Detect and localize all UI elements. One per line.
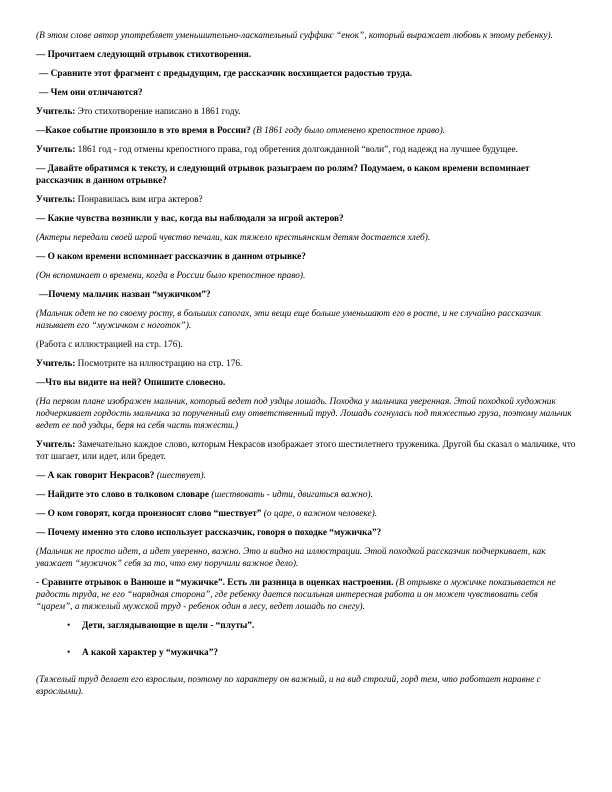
teacher-text: Понравилась вам игра актеров? [75, 195, 203, 205]
teacher-text: 1861 год - год отмены крепостного права, год обретения долгожданной “воли”, год надежд на лучшее будущее. [75, 145, 518, 155]
teacher-text: Посмотрите на иллюстрацию на стр. 176. [75, 359, 243, 369]
teacher-line [36, 194, 576, 206]
answer-text: (о царе, о важном человеке). [261, 509, 378, 519]
bullet-icon: • [67, 621, 71, 631]
teacher-label: Учитель: [36, 107, 76, 117]
text-question: —Почему мальчик назван “мужичком”? [39, 290, 211, 300]
question-text: - Сравните отрывок о Ванюше и “мужичке”. Есть ли разница в оценках настроения. [36, 578, 394, 588]
teacher-label: Учитель: [36, 359, 76, 369]
text-question: —Что вы видите на ней? Опишите словесно. [36, 378, 226, 388]
text-question: — О каком времени вспоминает рассказчик в данном отрывке? [36, 252, 306, 262]
question-text: —Какое событие произошло в это время в России? [36, 126, 251, 136]
list-item-text: Дети, заглядывающие в щели - “плуты”. [82, 621, 255, 631]
bullet-list [36, 620, 576, 659]
teacher-line [36, 358, 576, 370]
teacher-line [36, 144, 576, 156]
text-question: — Какие чувства возникли у вас, когда вы наблюдали за игрой актеров? [36, 214, 344, 224]
teacher-label: Учитель: [36, 440, 76, 450]
text-italic-note: (Мальчик одет не по своему росту, в больших сапогах, эти вещи еще больше уменьшают его в росте, и не случайно рассказчик называет его “мужичком с ноготок”). [36, 309, 542, 331]
teacher-line [36, 439, 576, 463]
question-answer [36, 470, 576, 482]
teacher-line [36, 106, 576, 118]
question-answer [36, 125, 576, 137]
question-answer [36, 508, 576, 520]
answer-text: (В 1861 году было отменено крепостное право). [250, 126, 445, 136]
text-italic-note: (Тяжелый труд делает его взрослым, поэтому по характеру он важный, и на вид строгий, горд тем, что работает наравне с взрослыми). [36, 675, 541, 697]
list-item [36, 647, 576, 659]
answer-text: (В отрывке о мужичке показывается не радость труда, не его “нарядная сторона”, где ребенку дается посильная интересная работа и он может чувствовать себя “царем”, а тяжелый мужской труд - ребенок один в лесу, ведет лошадь по снегу). [36, 578, 556, 612]
text-question: — Сравните этот фрагмент с предыдущим, где рассказчик восхищается радостью труда. [39, 69, 413, 79]
text-italic-note: (Мальчик не просто идет, а идет уверенно, важно. Это и видно на иллюстрации. Этой походкой рассказчик подчеркивает, как уважает “мужичок” себя за то, что ему поручили важное дело). [36, 547, 546, 569]
question-text: — О ком говорят, когда произносят слово “шествует” [36, 509, 262, 519]
text-question: — Давайте обратимся к тексту, и следующий отрывок разыграем по ролям? Подумаем, о каком времени вспоминает рассказчик в данном отрывке? [36, 164, 530, 186]
text-italic-note: (Актеры передали своей игрой чувство печали, как тяжело крестьянским детям достается хлеб). [36, 233, 431, 243]
text-italic-note: (В этом слове автор употребляет уменьшительно-ласкательный суффикс “енок”, который выражает любовь к этому ребенку). [36, 31, 553, 41]
document-page [36, 30, 576, 705]
teacher-label: Учитель: [36, 195, 76, 205]
question-answer [36, 577, 576, 613]
teacher-text: Замечательно каждое слово, которым Некрасов изображает этого шестилетнего труженика. Другой бы сказал о мальчике, что тот шагает, или идет, или бредет. [36, 440, 576, 462]
text-question: — Прочитаем следующий отрывок стихотворения. [36, 50, 252, 60]
text-plain: (Работа с иллюстрацией на стр. 176). [36, 340, 183, 350]
answer-text: (шествовать - идти, двигаться важно). [209, 490, 373, 500]
teacher-label: Учитель: [36, 145, 76, 155]
question-answer [36, 489, 576, 501]
list-item-text: А какой характер у “мужичка”? [82, 648, 218, 658]
list-item [36, 620, 576, 632]
question-text: — Найдите это слово в толковом словаре [36, 490, 210, 500]
bullet-icon: • [67, 648, 71, 658]
teacher-text: Это стихотворение написано в 1861 году. [75, 107, 241, 117]
text-question: — Почему именно это слово использует рассказчик, говоря о походке “мужичка”? [36, 528, 382, 538]
question-text: — А как говорит Некрасов? [36, 471, 155, 481]
text-italic-note: (На первом плане изображен мальчик, который ведет под уздцы лошадь. Походка у мальчика уверенная. Этой походкой художник подчеркивает гордость мальчика за порученный ему ответственный труд. Лошадь согнулась под тяжестью груза, поэтому мальчик ведет ее под уздцы, беря на себя часть тяжести.) [36, 397, 572, 431]
answer-text: (шествует). [154, 471, 206, 481]
text-question: — Чем они отличаются? [39, 88, 143, 98]
text-italic-note: (Он вспоминает о времени, когда в России было крепостное право). [36, 271, 306, 281]
